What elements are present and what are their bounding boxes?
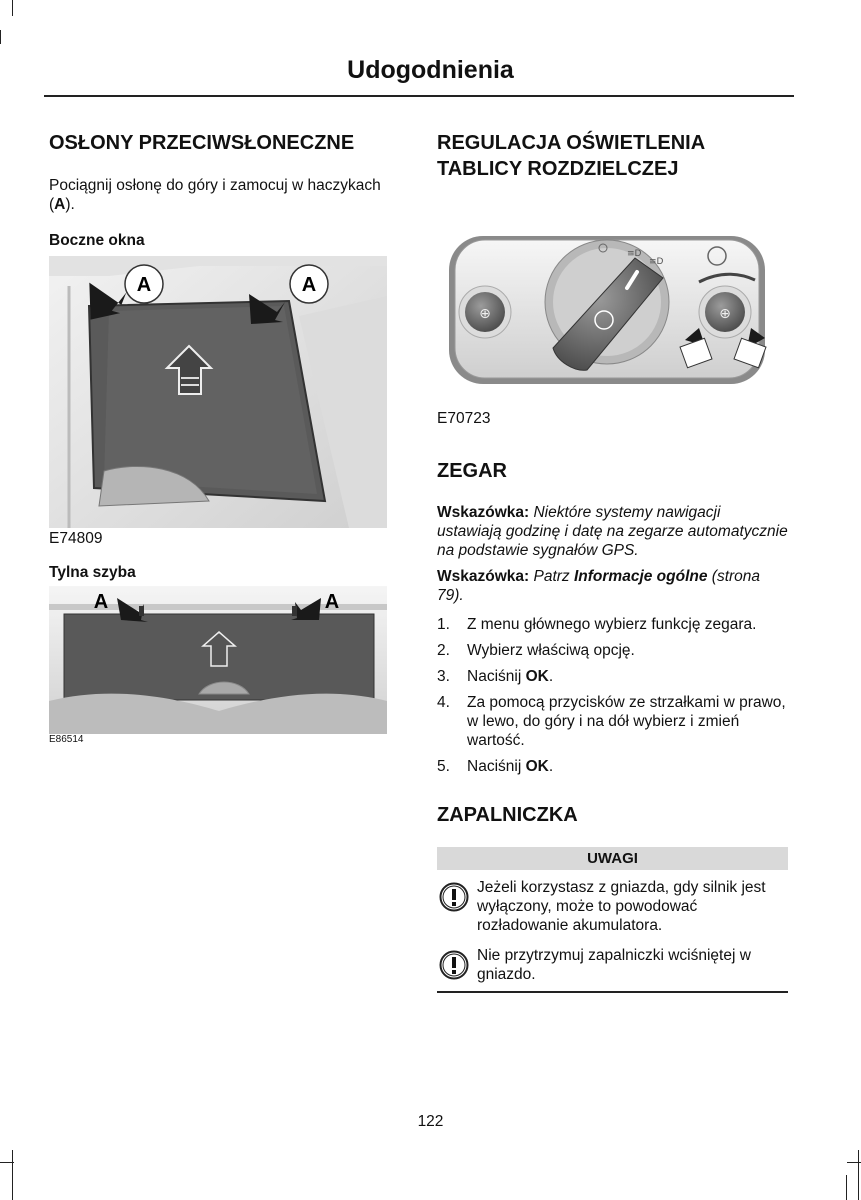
sunvisor-intro <box>49 176 387 214</box>
warnings-title: UWAGI <box>437 847 788 870</box>
page-title: Udogodnienia <box>347 56 514 84</box>
callout-a-1: A <box>136 274 152 296</box>
rear-window-figure <box>49 586 387 745</box>
intro-text: Pociągnij osłonę do góry i zamocuj w haczykach ( <box>49 177 381 213</box>
crop-mark <box>12 1150 13 1200</box>
callout-a-3: A <box>93 591 109 613</box>
note-reference <box>437 567 788 605</box>
list-item: 4. Za pomocą przycisków ze strzałkami w prawo, w lewo, do góry i na dół wybierz i zmień wartość. <box>437 694 786 749</box>
intro-bold: A <box>54 196 66 213</box>
crop-mark <box>12 0 13 16</box>
warning-icon <box>439 950 469 980</box>
rear-window-label: Tylna szyba <box>49 564 136 581</box>
callout-a-2: A <box>301 274 317 296</box>
figure-code: E70723 <box>437 410 491 427</box>
warning-text: Nie przytrzymuj zapalniczki wciśniętej w gniazdo. <box>477 947 751 983</box>
note-text: (strona 79). <box>437 568 761 604</box>
note-gps <box>437 503 788 560</box>
note-text: Niektóre systemy nawigacji ustawiają godzinę i datę na zegarze automatycznie na podstawie sygnałów GPS. <box>437 504 788 559</box>
side-window-figure <box>49 256 387 528</box>
intro-end: ). <box>65 196 75 213</box>
svg-text:⊕: ⊕ <box>479 306 491 322</box>
page-reference-link[interactable]: Informacje ogólne <box>573 568 708 585</box>
list-item: 1. Z menu głównego wybierz funkcję zegara. <box>437 616 757 633</box>
note-label: Wskazówka: <box>437 568 530 585</box>
right-column <box>437 130 788 993</box>
note-label: Wskazówka: <box>437 504 530 521</box>
lighting-heading-line1: REGULACJA OŚWIETLENIA <box>437 132 706 154</box>
crop-mark <box>846 1175 847 1200</box>
side-windows-label: Boczne okna <box>49 232 145 249</box>
sunvisor-heading: OSŁONY PRZECIWSŁONECZNE <box>49 132 355 154</box>
list-item: 3. Naciśnij OK. <box>437 668 554 685</box>
left-column <box>49 130 387 745</box>
clock-heading: ZEGAR <box>437 460 507 482</box>
svg-text:≡D: ≡D <box>627 249 642 259</box>
callout-a-4: A <box>324 591 340 613</box>
svg-text:⊕: ⊕ <box>719 306 731 322</box>
note-text: Patrz <box>533 568 570 585</box>
svg-text:≡D: ≡D <box>649 257 664 267</box>
page-number: 122 <box>417 1113 444 1130</box>
clock-steps <box>437 615 788 776</box>
figure-code: E74809 <box>49 530 103 547</box>
lighting-heading <box>437 130 788 182</box>
light-switch-figure <box>437 230 777 390</box>
crop-mark <box>0 30 1 44</box>
header-divider <box>44 95 794 97</box>
warning-text: Jeżeli korzystasz z gniazda, gdy silnik jest wyłączony, może to powodować rozładowanie akumulatora. <box>477 879 766 934</box>
warning-item <box>437 878 788 935</box>
crop-mark <box>0 1162 14 1163</box>
crop-mark <box>858 1150 859 1200</box>
light-switch-illustration <box>437 230 777 390</box>
list-item: 2. Wybierz właściwą opcję. <box>437 642 635 659</box>
side-window-illustration <box>49 256 387 528</box>
list-item: 5. Naciśnij OK. <box>437 758 554 775</box>
warning-item <box>437 946 788 984</box>
rear-window-illustration <box>49 586 387 734</box>
warnings-box <box>437 847 788 993</box>
lighter-heading: ZAPALNICZKA <box>437 804 578 826</box>
lighting-heading-line2: TABLICY ROZDZIELCZEJ <box>437 158 679 180</box>
warnings-divider <box>437 991 788 993</box>
warning-icon <box>439 882 469 912</box>
figure-code: E86514 <box>49 734 84 745</box>
